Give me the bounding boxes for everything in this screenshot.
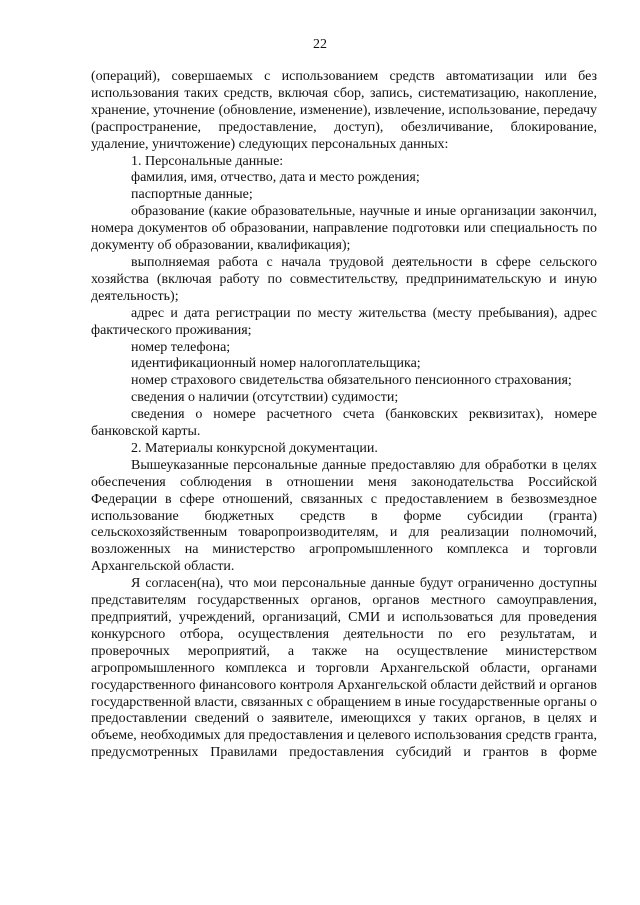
list-item-full-name: фамилия, имя, отчество, дата и место рождения; bbox=[131, 170, 420, 186]
list-item-phone: номер телефона; bbox=[131, 339, 231, 355]
list-item-education: образование (какие образовательные, научные и иные организации закончил, номера документов об образовании, направление подготовки или специальность по документу об образовании, квалификация); bbox=[91, 204, 597, 254]
list-item-passport: паспортные данные; bbox=[131, 187, 253, 203]
paragraph-access-consent: Я согласен(на), что мои персональные данные будут ограниченно доступны представителям государственных органов, органов местного самоуправления, предприятий, учреждений, организаций, СМИ и использоваться для проведения конкурсного отбора, осуществления деятельности по его результатам, и проверочных мероприятий, а также на осуществление министерством агропромышленного комплекса и торговли Архангельской области, органами государственного финансового контроля Архангельской области действий и органов государственной власти, связанных с обращением в иные государственные органы о предоставлении сведений о заявителе, имеющихся у таких органов, в целях и объеме, необходимых для предоставления и целевого использования средств гранта, предусмотренных Правилами предоставления субсидий и грантов в форме bbox=[91, 576, 597, 761]
document-body bbox=[91, 69, 597, 762]
section-heading-tender-materials: 2. Материалы конкурсной документации. bbox=[131, 440, 378, 456]
list-item-address: адрес и дата регистрации по месту жительства (месту пребывания), адрес фактического проживания; bbox=[91, 305, 597, 338]
page-number: 22 bbox=[313, 37, 327, 52]
list-item-pension-insurance: номер страхового свидетельства обязательного пенсионного страхования; bbox=[131, 373, 572, 389]
paragraph-processing-purpose: Вышеуказанные персональные данные предоставляю для обработки в целях обеспечения соблюдения в отношении меня законодательства Российской Федерации в сфере отношений, связанных с предоставлением в безвозмездное использование бюджетных средств в форме субсидии (гранта) сельскохозяйственным товаропроизводителям, и для реализации полномочий, возложенных на министерство агропромышленного комплекса и торговли Архангельской области. bbox=[91, 457, 597, 575]
list-item-work-history: выполняемая работа с начала трудовой деятельности в сфере сельского хозяйства (включая работу по совместительству, предпринимательскую и иную деятельность); bbox=[91, 254, 597, 304]
paragraph-consent-continuation: (операций), совершаемых с использованием средств автоматизации или без использования таких средств, включая сбор, запись, систематизацию, накопление, хранение, уточнение (обновление, изменение), извлечение, использование, передачу (распространение, предоставление, доступ), обезличивание, блокирование, удаление, уничтожение) следующих персональных данных: bbox=[91, 69, 597, 152]
list-item-bank-account: сведения о номере расчетного счета (банковских реквизитах), номере банковской карты. bbox=[91, 407, 597, 440]
list-item-criminal-record: сведения о наличии (отсутствии) судимости; bbox=[131, 390, 399, 406]
section-heading-personal-data: 1. Персональные данные: bbox=[131, 153, 284, 169]
list-item-tax-id: идентификационный номер налогоплательщика; bbox=[131, 356, 421, 372]
